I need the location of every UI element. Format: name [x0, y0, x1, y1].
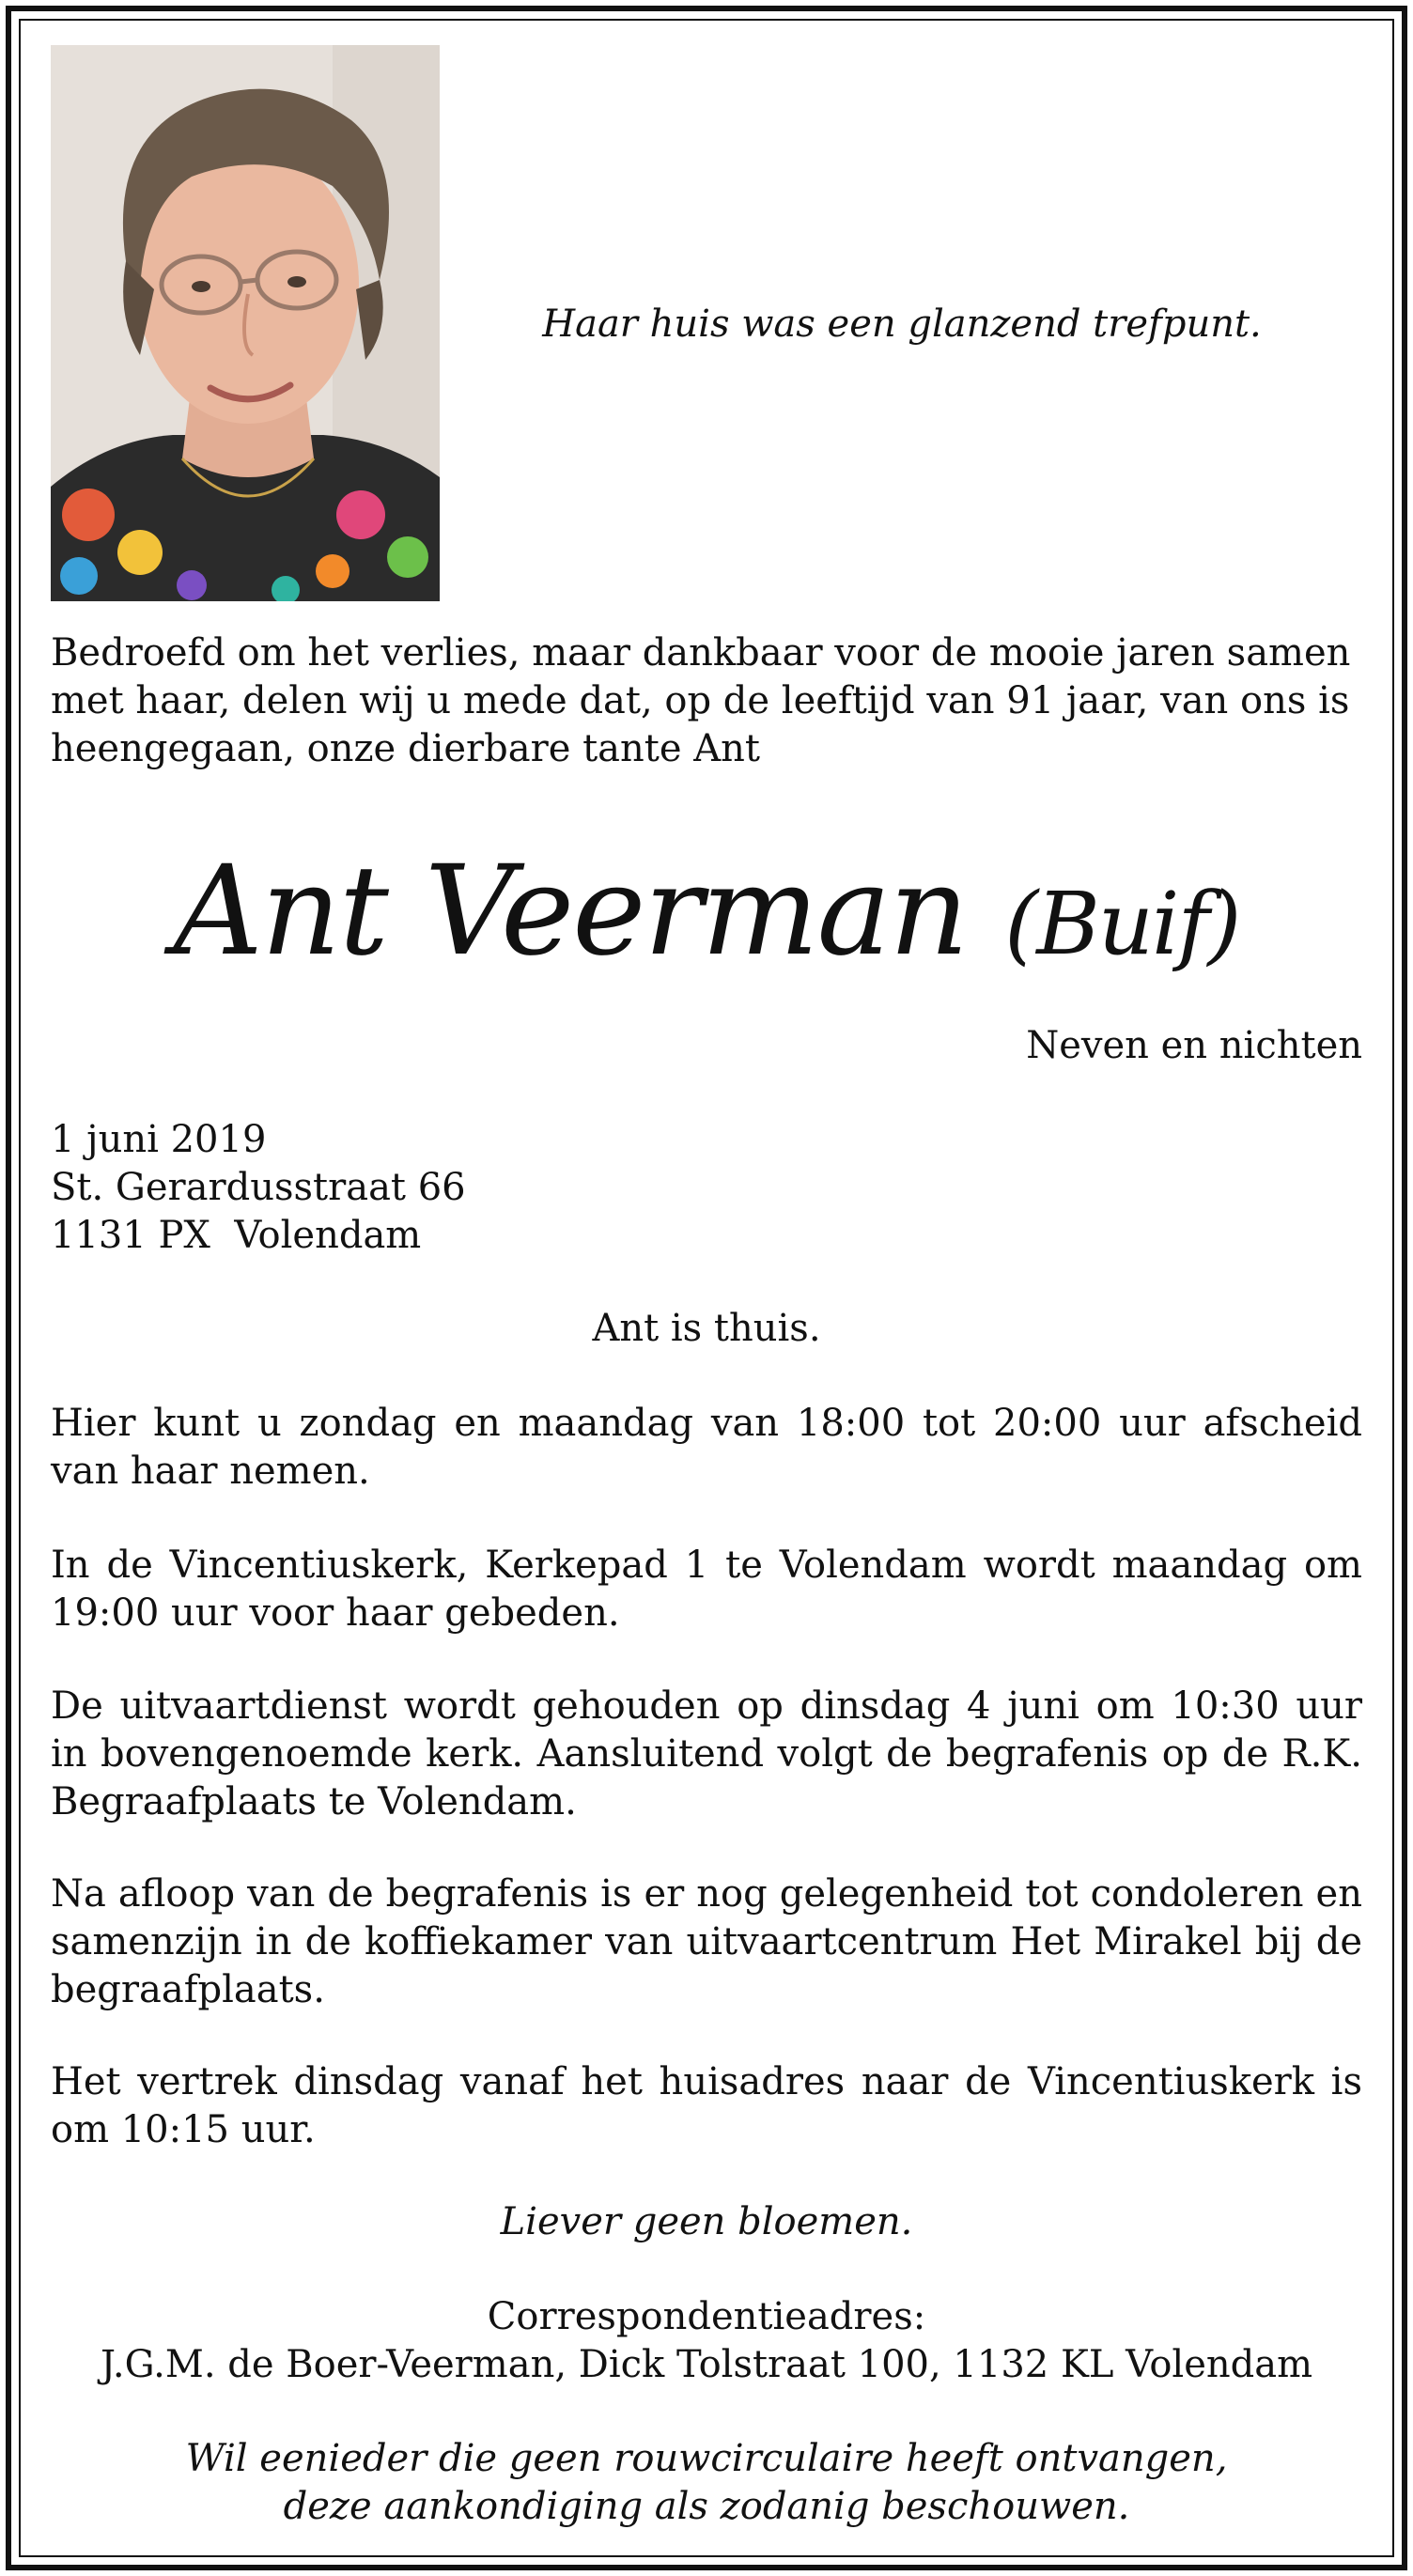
paragraph-funeral: De uitvaartdienst wordt gehouden op dinsdag 4 juni om 10:30 uur in bovengenoemde kerk. Aansluitend volgt de begrafenis op de R.K. Begraafplaats te Volendam. [51, 1684, 1362, 1823]
paragraph-prayer: In de Vincentiuskerk, Kerkepad 1 te Volendam wordt maandag om 19:00 uur voor haar gebeden. [51, 1544, 1362, 1635]
deceased-name [0, 836, 1413, 1000]
no-flowers-note: Liever geen bloemen. [500, 2200, 913, 2243]
intro-paragraph: Bedroefd om het verlies, maar dankbaar voor de mooie jaren samen met haar, delen wij u mede dat, op de leeftijd van 91 jaar, van ons is heengegaan, onze dierbare tante Ant [51, 631, 1351, 770]
address-street: St. Gerardusstraat 66 [51, 1166, 466, 1209]
final-note-line1: Wil eenieder die geen rouwcirculaire heeft ontvangen, [185, 2437, 1228, 2480]
final-note [51, 2435, 1362, 2531]
paragraph-departure: Het vertrek dinsdag vanaf het huisadres naar de Vincentiuskerk is om 10:15 uur. [51, 2060, 1362, 2151]
name-main: Ant Veerman [173, 839, 968, 984]
home-address-block [51, 1116, 802, 1260]
portrait-photo [51, 45, 440, 601]
paragraph-condolences: Na afloop van de begrafenis is er nog gelegenheid tot condoleren en samenzijn in de koffiekamer van uitvaartcentrum Het Mirakel bij de begraafplaats. [51, 1872, 1362, 2011]
home-note: Ant is thuis. [592, 1307, 821, 1350]
address-city: 1131 PX Volendam [51, 1214, 422, 1257]
motto-quote: Haar huis was een glanzend trefpunt. [542, 303, 1262, 346]
address-date: 1 juni 2019 [51, 1118, 267, 1161]
correspondence-block [51, 2293, 1362, 2389]
family-signoff: Neven en nichten [1026, 1024, 1362, 1067]
final-note-line2: deze aankondiging als zodanig beschouwen. [283, 2485, 1130, 2528]
paragraph-visiting: Hier kunt u zondag en maandag van 18:00 tot 20:00 uur afscheid van haar nemen. [51, 1402, 1362, 1493]
correspondence-address: J.G.M. de Boer-Veerman, Dick Tolstraat 100, 1132 KL Volendam [100, 2343, 1313, 2386]
correspondence-label: Correspondentieadres: [487, 2295, 926, 2338]
name-nickname: (Buif) [1004, 874, 1240, 974]
